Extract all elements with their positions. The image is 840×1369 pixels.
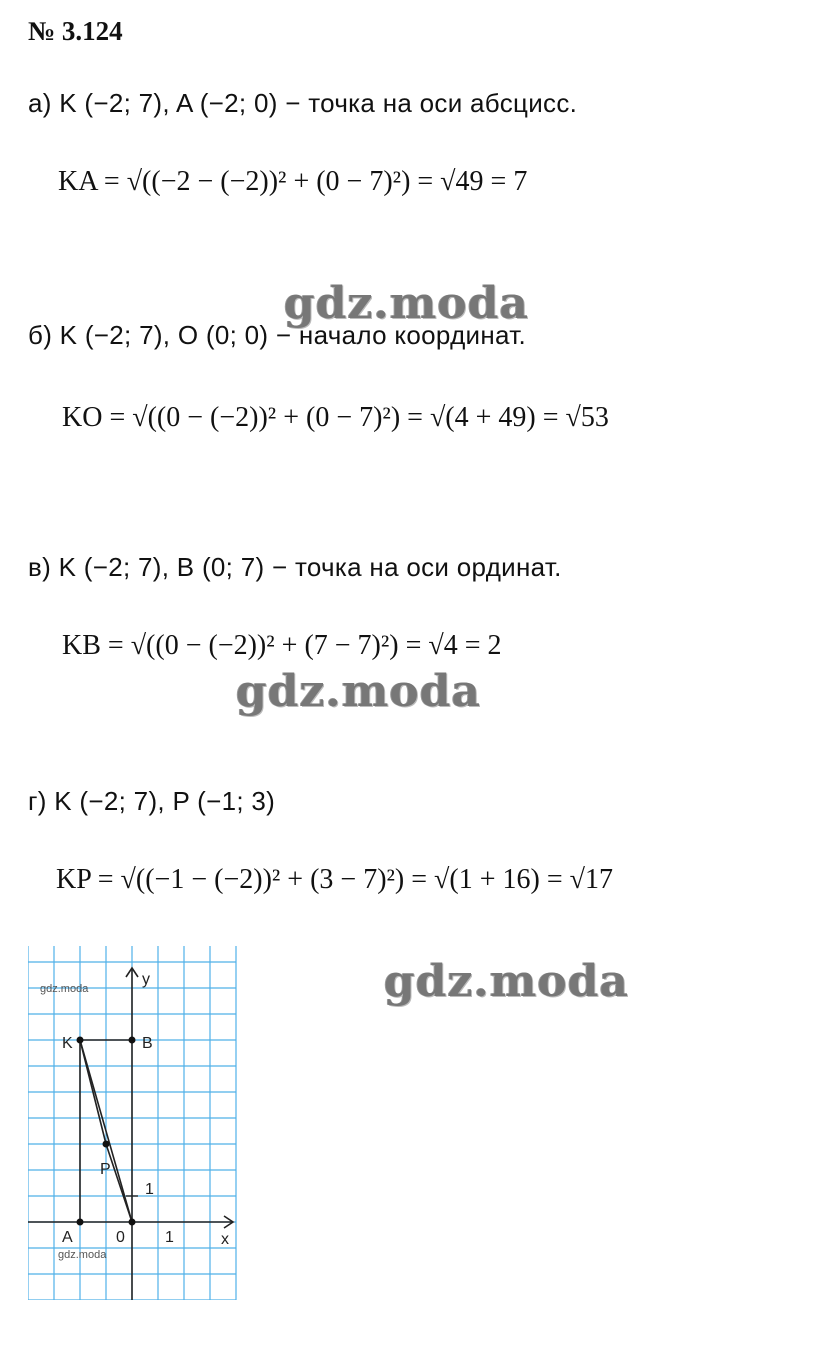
watermark-1: gdz.moda bbox=[284, 278, 530, 329]
point-a-dot bbox=[77, 1219, 84, 1226]
x-axis-label: x bbox=[221, 1231, 229, 1248]
unit-y-label: 1 bbox=[145, 1181, 154, 1198]
origin-label: 0 bbox=[116, 1229, 125, 1246]
part-c-formula: KB = √((0 − (−2))² + (7 − 7)²) = √4 = 2 bbox=[62, 630, 502, 661]
part-b-formula: KO = √((0 − (−2))² + (0 − 7)²) = √(4 + 49) = √53 bbox=[62, 402, 609, 433]
part-a-statement: а) K (−2; 7), A (−2; 0) − точка на оси абсцисс. bbox=[28, 88, 578, 118]
part-d-formula: KP = √((−1 − (−2))² + (3 − 7)²) = √(1 + 16) = √17 bbox=[56, 864, 614, 895]
graph-watermark: gdz.moda bbox=[40, 983, 89, 995]
unit-x-label: 1 bbox=[165, 1229, 174, 1246]
part-b-statement: б) K (−2; 7), O (0; 0) − начало координат. bbox=[28, 320, 527, 350]
point-a-label: A bbox=[62, 1229, 73, 1246]
coordinate-graph bbox=[28, 946, 238, 1300]
problem-number: № 3.124 bbox=[28, 16, 123, 46]
segment-po bbox=[106, 1144, 132, 1222]
watermark-3: gdz.moda bbox=[384, 956, 630, 1007]
y-axis-label: y bbox=[142, 971, 150, 988]
point-o-dot bbox=[129, 1219, 136, 1226]
point-k-dot bbox=[77, 1037, 84, 1044]
point-p-label: P bbox=[100, 1161, 111, 1178]
part-c-statement: в) K (−2; 7), B (0; 7) − точка на оси ординат. bbox=[28, 552, 562, 582]
watermark-2: gdz.moda bbox=[236, 666, 482, 717]
point-b-label: B bbox=[142, 1035, 153, 1052]
part-d-statement: г) K (−2; 7), P (−1; 3) bbox=[28, 786, 276, 816]
point-b-dot bbox=[129, 1037, 136, 1044]
graph-watermark-bottom: gdz.moda bbox=[58, 1249, 107, 1261]
part-a-formula: KA = √((−2 − (−2))² + (0 − 7)²) = √49 = 7 bbox=[58, 166, 528, 197]
point-p-dot bbox=[103, 1141, 110, 1148]
point-k-label: K bbox=[62, 1035, 73, 1052]
